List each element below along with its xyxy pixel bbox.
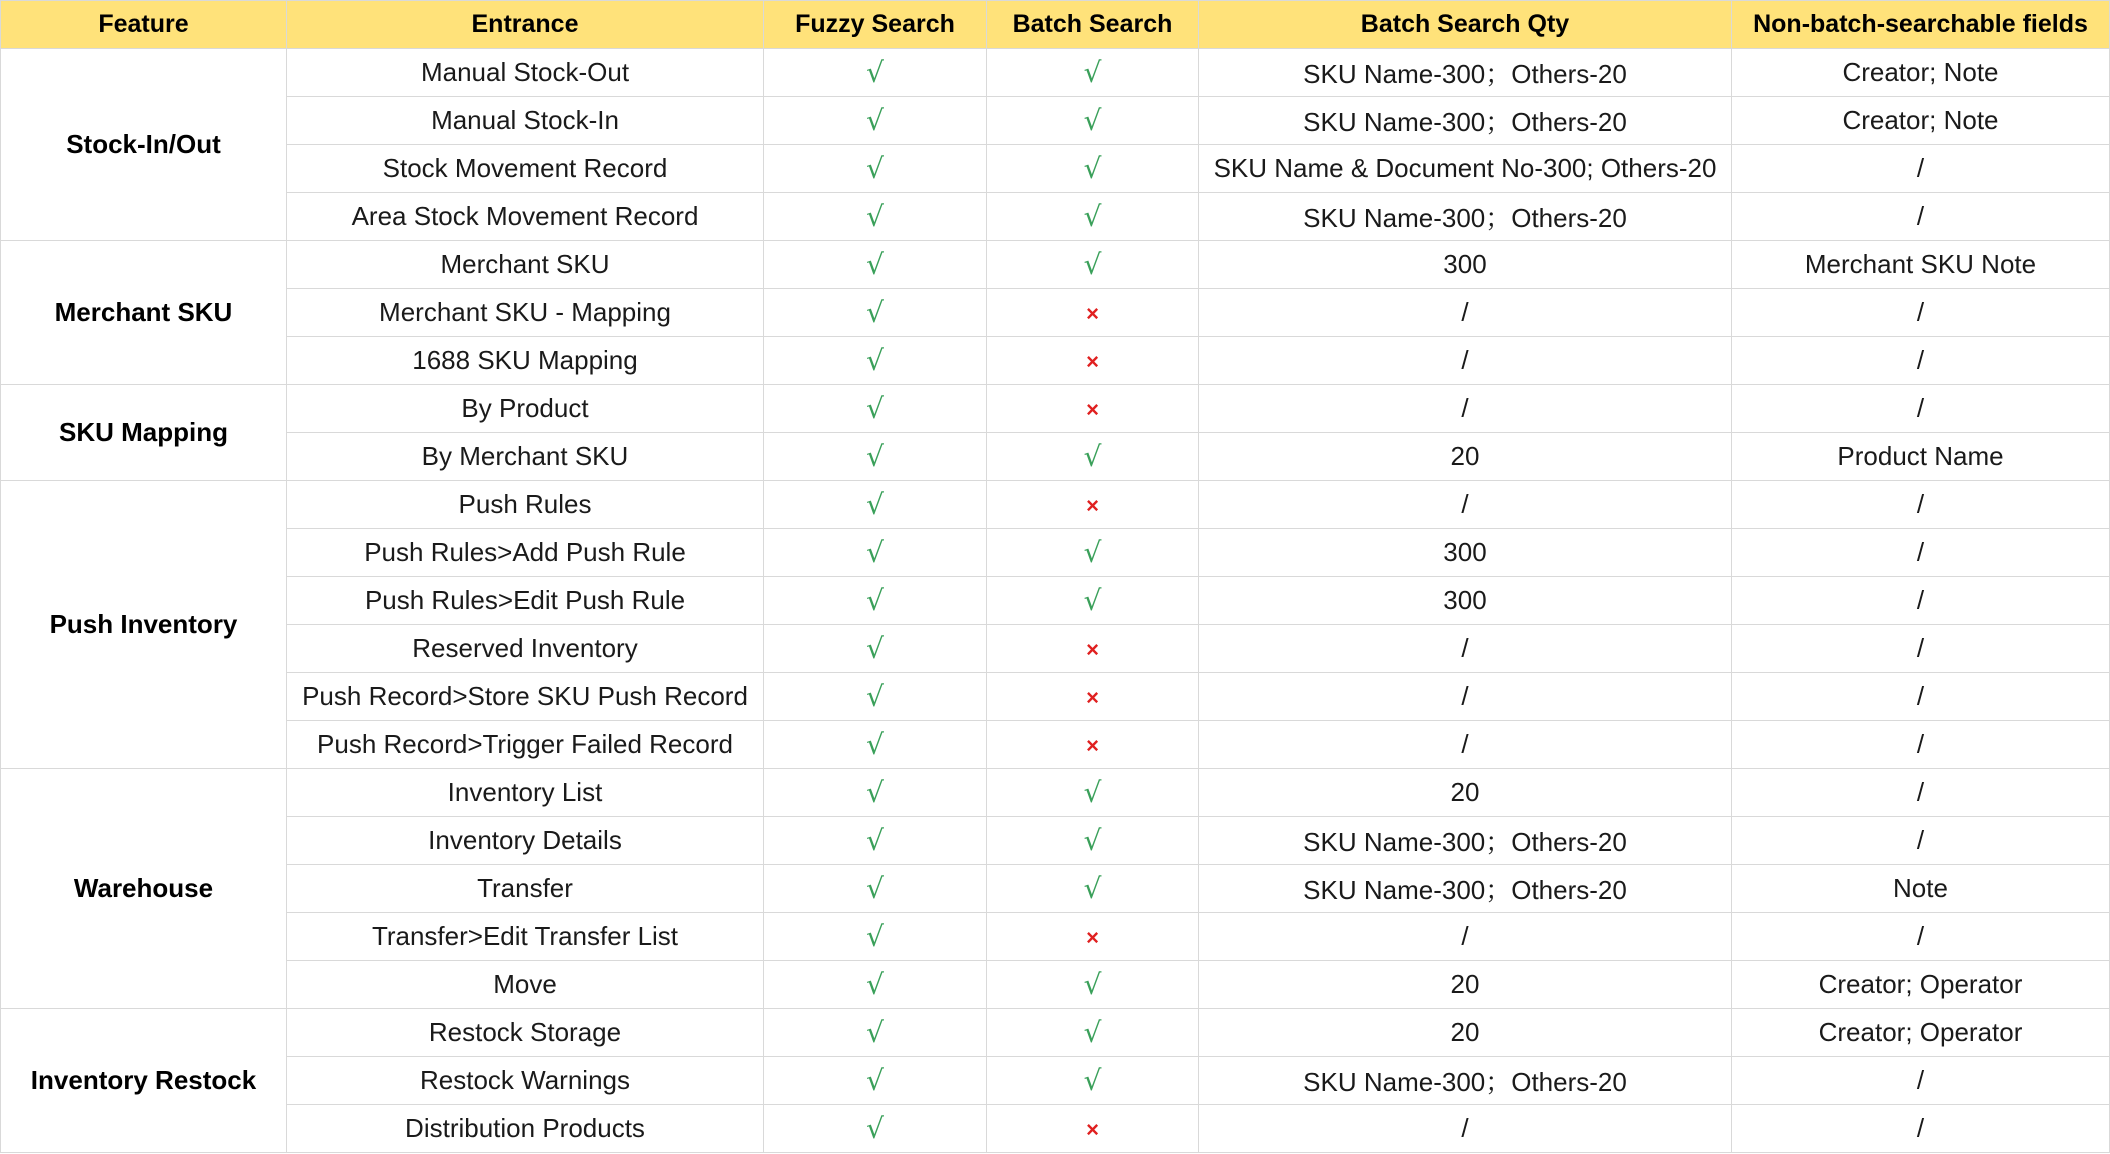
fuzzy-search-cell[interactable]	[764, 241, 987, 289]
non-batch-fields-cell[interactable]: /	[1732, 817, 2110, 865]
check-mark-icon: √	[1083, 536, 1102, 569]
fuzzy-search-cell[interactable]	[764, 145, 987, 193]
table-row	[1, 1009, 2110, 1057]
check-mark-icon: √	[1083, 968, 1102, 1001]
fuzzy-search-cell[interactable]	[764, 625, 987, 673]
feature-cell[interactable]: Stock-In/Out	[1, 49, 287, 241]
batch-qty-cell[interactable]: /	[1199, 913, 1732, 961]
check-mark-icon: √	[866, 968, 884, 1001]
cross-mark-icon: ×	[1086, 493, 1099, 518]
header-row	[1, 1, 2110, 49]
batch-search-cell[interactable]	[987, 961, 1199, 1009]
batch-search-cell[interactable]	[987, 289, 1199, 337]
non-batch-fields-cell[interactable]: Creator; Operator	[1732, 961, 2110, 1009]
batch-qty-cell[interactable]: 20	[1199, 961, 1732, 1009]
check-mark-icon: √	[1083, 872, 1102, 905]
non-batch-fields-cell[interactable]: /	[1732, 913, 2110, 961]
non-batch-fields-cell[interactable]: /	[1732, 625, 2110, 673]
non-batch-fields-cell[interactable]: /	[1732, 385, 2110, 433]
check-mark-icon: √	[1083, 200, 1102, 233]
cross-mark-icon: ×	[1086, 637, 1099, 662]
fuzzy-search-cell[interactable]	[764, 1105, 987, 1153]
batch-search-cell[interactable]	[987, 1057, 1199, 1105]
batch-qty-cell[interactable]: /	[1199, 1105, 1732, 1153]
batch-search-cell[interactable]	[987, 145, 1199, 193]
check-mark-icon: √	[1083, 104, 1102, 137]
entrance-cell[interactable]: Push Record>Store SKU Push Record	[287, 673, 764, 721]
batch-qty-cell[interactable]: /	[1199, 289, 1732, 337]
entrance-cell[interactable]: Manual Stock-In	[287, 97, 764, 145]
header-non-batch-fields[interactable]: Non-batch-searchable fields	[1732, 1, 2110, 49]
batch-qty-cell[interactable]: 300	[1199, 241, 1732, 289]
header-fuzzy-search[interactable]: Fuzzy Search	[764, 1, 987, 49]
table-row	[1, 337, 2110, 385]
feature-cell[interactable]: Merchant SKU	[1, 241, 287, 385]
check-mark-icon: √	[866, 776, 884, 809]
table-row	[1, 961, 2110, 1009]
batch-search-cell[interactable]	[987, 721, 1199, 769]
check-mark-icon: √	[866, 248, 884, 281]
table-row	[1, 721, 2110, 769]
fuzzy-search-cell[interactable]	[764, 529, 987, 577]
batch-qty-cell[interactable]: 300	[1199, 529, 1732, 577]
entrance-cell[interactable]: By Product	[287, 385, 764, 433]
table-row	[1, 481, 2110, 529]
header-feature[interactable]: Feature	[1, 1, 287, 49]
check-mark-icon: √	[866, 824, 884, 857]
check-mark-icon: √	[866, 344, 884, 377]
cross-mark-icon: ×	[1086, 685, 1099, 710]
check-mark-icon: √	[866, 728, 884, 761]
non-batch-fields-cell[interactable]: Product Name	[1732, 433, 2110, 481]
check-mark-icon: √	[866, 392, 884, 425]
batch-search-cell[interactable]	[987, 577, 1199, 625]
batch-qty-cell[interactable]: /	[1199, 385, 1732, 433]
fuzzy-search-cell[interactable]	[764, 577, 987, 625]
fuzzy-search-cell[interactable]	[764, 97, 987, 145]
check-mark-icon: √	[866, 200, 884, 233]
cross-mark-icon: ×	[1086, 301, 1099, 326]
cross-mark-icon: ×	[1086, 733, 1099, 758]
batch-qty-cell[interactable]: SKU Name & Document No-300; Others-20	[1199, 145, 1732, 193]
fuzzy-search-cell[interactable]	[764, 721, 987, 769]
batch-qty-cell[interactable]: /	[1199, 625, 1732, 673]
batch-qty-cell[interactable]: SKU Name-300；Others-20	[1199, 865, 1732, 913]
batch-search-cell[interactable]	[987, 49, 1199, 97]
batch-search-cell[interactable]	[987, 529, 1199, 577]
table-row	[1, 769, 2110, 817]
check-mark-icon: √	[866, 104, 884, 137]
cross-mark-icon: ×	[1086, 1117, 1099, 1142]
non-batch-fields-cell[interactable]: Creator; Note	[1732, 49, 2110, 97]
batch-qty-cell[interactable]: 20	[1199, 769, 1732, 817]
entrance-cell[interactable]: Merchant SKU - Mapping	[287, 289, 764, 337]
check-mark-icon: √	[866, 1064, 884, 1097]
fuzzy-search-cell[interactable]	[764, 1009, 987, 1057]
check-mark-icon: √	[1083, 1016, 1102, 1049]
cross-mark-icon: ×	[1086, 925, 1099, 950]
entrance-cell[interactable]: Inventory List	[287, 769, 764, 817]
batch-search-cell[interactable]	[987, 817, 1199, 865]
check-mark-icon: √	[1083, 440, 1102, 473]
feature-cell[interactable]: Inventory Restock	[1, 1009, 287, 1153]
non-batch-fields-cell[interactable]: Note	[1732, 865, 2110, 913]
non-batch-fields-cell[interactable]: /	[1732, 337, 2110, 385]
table-row	[1, 865, 2110, 913]
table-row	[1, 1105, 2110, 1153]
batch-qty-cell[interactable]: /	[1199, 721, 1732, 769]
table-row	[1, 193, 2110, 241]
batch-qty-cell[interactable]: SKU Name-300；Others-20	[1199, 817, 1732, 865]
check-mark-icon: √	[866, 680, 884, 713]
batch-qty-cell[interactable]: /	[1199, 673, 1732, 721]
check-mark-icon: √	[866, 152, 884, 185]
batch-search-cell[interactable]	[987, 769, 1199, 817]
table-row	[1, 529, 2110, 577]
table-row	[1, 97, 2110, 145]
batch-qty-cell[interactable]: SKU Name-300；Others-20	[1199, 49, 1732, 97]
fuzzy-search-cell[interactable]	[764, 817, 987, 865]
non-batch-fields-cell[interactable]: Creator; Note	[1732, 97, 2110, 145]
entrance-cell[interactable]: 1688 SKU Mapping	[287, 337, 764, 385]
entrance-cell[interactable]: Merchant SKU	[287, 241, 764, 289]
batch-search-cell[interactable]	[987, 865, 1199, 913]
batch-qty-cell[interactable]: /	[1199, 481, 1732, 529]
batch-qty-cell[interactable]: 20	[1199, 1009, 1732, 1057]
entrance-cell[interactable]: Inventory Details	[287, 817, 764, 865]
batch-search-cell[interactable]	[987, 481, 1199, 529]
non-batch-fields-cell[interactable]: /	[1732, 289, 2110, 337]
non-batch-fields-cell[interactable]: /	[1732, 193, 2110, 241]
fuzzy-search-cell[interactable]	[764, 865, 987, 913]
check-mark-icon: √	[1083, 824, 1102, 857]
cross-mark-icon: ×	[1086, 397, 1099, 422]
fuzzy-search-cell[interactable]	[764, 49, 987, 97]
check-mark-icon: √	[866, 440, 884, 473]
fuzzy-search-cell[interactable]	[764, 673, 987, 721]
non-batch-fields-cell[interactable]: /	[1732, 529, 2110, 577]
table-row	[1, 241, 2110, 289]
check-mark-icon: √	[1083, 1064, 1102, 1097]
non-batch-fields-cell[interactable]: /	[1732, 481, 2110, 529]
cross-mark-icon: ×	[1086, 349, 1099, 374]
check-mark-icon: √	[1083, 152, 1102, 185]
entrance-cell[interactable]: Reserved Inventory	[287, 625, 764, 673]
entrance-cell[interactable]: Area Stock Movement Record	[287, 193, 764, 241]
header-batch-search[interactable]: Batch Search	[987, 1, 1199, 49]
fuzzy-search-cell[interactable]	[764, 385, 987, 433]
check-mark-icon: √	[866, 632, 884, 665]
feature-cell[interactable]: Warehouse	[1, 769, 287, 1009]
table-row	[1, 49, 2110, 97]
table-row	[1, 385, 2110, 433]
check-mark-icon: √	[866, 920, 884, 953]
check-mark-icon: √	[866, 56, 884, 89]
fuzzy-search-cell[interactable]	[764, 433, 987, 481]
fuzzy-search-cell[interactable]	[764, 481, 987, 529]
fuzzy-search-cell[interactable]	[764, 769, 987, 817]
entrance-cell[interactable]: Restock Storage	[287, 1009, 764, 1057]
table-row	[1, 673, 2110, 721]
entrance-cell[interactable]: Restock Warnings	[287, 1057, 764, 1105]
non-batch-fields-cell[interactable]: /	[1732, 673, 2110, 721]
check-mark-icon: √	[866, 584, 884, 617]
entrance-cell[interactable]: Push Record>Trigger Failed Record	[287, 721, 764, 769]
batch-search-cell[interactable]	[987, 625, 1199, 673]
entrance-cell[interactable]: Push Rules	[287, 481, 764, 529]
entrance-cell[interactable]: By Merchant SKU	[287, 433, 764, 481]
fuzzy-search-cell[interactable]	[764, 961, 987, 1009]
batch-search-cell[interactable]	[987, 241, 1199, 289]
batch-qty-cell[interactable]: 20	[1199, 433, 1732, 481]
non-batch-fields-cell[interactable]: /	[1732, 577, 2110, 625]
table-row	[1, 913, 2110, 961]
table-row	[1, 577, 2110, 625]
table-row	[1, 817, 2110, 865]
batch-qty-cell[interactable]: SKU Name-300；Others-20	[1199, 1057, 1732, 1105]
batch-search-cell[interactable]	[987, 913, 1199, 961]
non-batch-fields-cell[interactable]: /	[1732, 721, 2110, 769]
batch-search-cell[interactable]	[987, 673, 1199, 721]
entrance-cell[interactable]: Stock Movement Record	[287, 145, 764, 193]
batch-qty-cell[interactable]: /	[1199, 337, 1732, 385]
table-row	[1, 289, 2110, 337]
non-batch-fields-cell[interactable]: /	[1732, 145, 2110, 193]
batch-qty-cell[interactable]: SKU Name-300；Others-20	[1199, 97, 1732, 145]
fuzzy-search-cell[interactable]	[764, 913, 987, 961]
fuzzy-search-cell[interactable]	[764, 193, 987, 241]
check-mark-icon: √	[1083, 56, 1102, 89]
entrance-cell[interactable]: Transfer>Edit Transfer List	[287, 913, 764, 961]
table-row	[1, 145, 2110, 193]
check-mark-icon: √	[866, 872, 884, 905]
check-mark-icon: √	[866, 1016, 884, 1049]
batch-search-cell[interactable]	[987, 193, 1199, 241]
feature-cell[interactable]: Push Inventory	[1, 481, 287, 769]
entrance-cell[interactable]: Transfer	[287, 865, 764, 913]
batch-search-cell[interactable]	[987, 433, 1199, 481]
entrance-cell[interactable]: Distribution Products	[287, 1105, 764, 1153]
check-mark-icon: √	[1083, 776, 1102, 809]
fuzzy-search-cell[interactable]	[764, 1057, 987, 1105]
feature-cell[interactable]: SKU Mapping	[1, 385, 287, 481]
entrance-cell[interactable]: Push Rules>Add Push Rule	[287, 529, 764, 577]
batch-search-cell[interactable]	[987, 337, 1199, 385]
non-batch-fields-cell[interactable]: /	[1732, 1057, 2110, 1105]
check-mark-icon: √	[866, 488, 884, 521]
check-mark-icon: √	[866, 296, 884, 329]
batch-search-cell[interactable]	[987, 385, 1199, 433]
batch-qty-cell[interactable]: 300	[1199, 577, 1732, 625]
header-batch-search-qty[interactable]: Batch Search Qty	[1199, 1, 1732, 49]
non-batch-fields-cell[interactable]: Merchant SKU Note	[1732, 241, 2110, 289]
check-mark-icon: √	[1083, 584, 1102, 617]
batch-search-cell[interactable]	[987, 97, 1199, 145]
fuzzy-search-cell[interactable]	[764, 337, 987, 385]
table-row	[1, 433, 2110, 481]
entrance-cell[interactable]: Move	[287, 961, 764, 1009]
entrance-cell[interactable]: Manual Stock-Out	[287, 49, 764, 97]
check-mark-icon: √	[1083, 248, 1102, 281]
table-row	[1, 1057, 2110, 1105]
batch-qty-cell[interactable]: SKU Name-300；Others-20	[1199, 193, 1732, 241]
non-batch-fields-cell[interactable]: /	[1732, 769, 2110, 817]
table-row	[1, 625, 2110, 673]
non-batch-fields-cell[interactable]: Creator; Operator	[1732, 1009, 2110, 1057]
check-mark-icon: √	[866, 1112, 884, 1145]
fuzzy-search-cell[interactable]	[764, 289, 987, 337]
batch-search-cell[interactable]	[987, 1105, 1199, 1153]
batch-search-cell[interactable]	[987, 1009, 1199, 1057]
non-batch-fields-cell[interactable]: /	[1732, 1105, 2110, 1153]
header-entrance[interactable]: Entrance	[287, 1, 764, 49]
check-mark-icon: √	[866, 536, 884, 569]
entrance-cell[interactable]: Push Rules>Edit Push Rule	[287, 577, 764, 625]
